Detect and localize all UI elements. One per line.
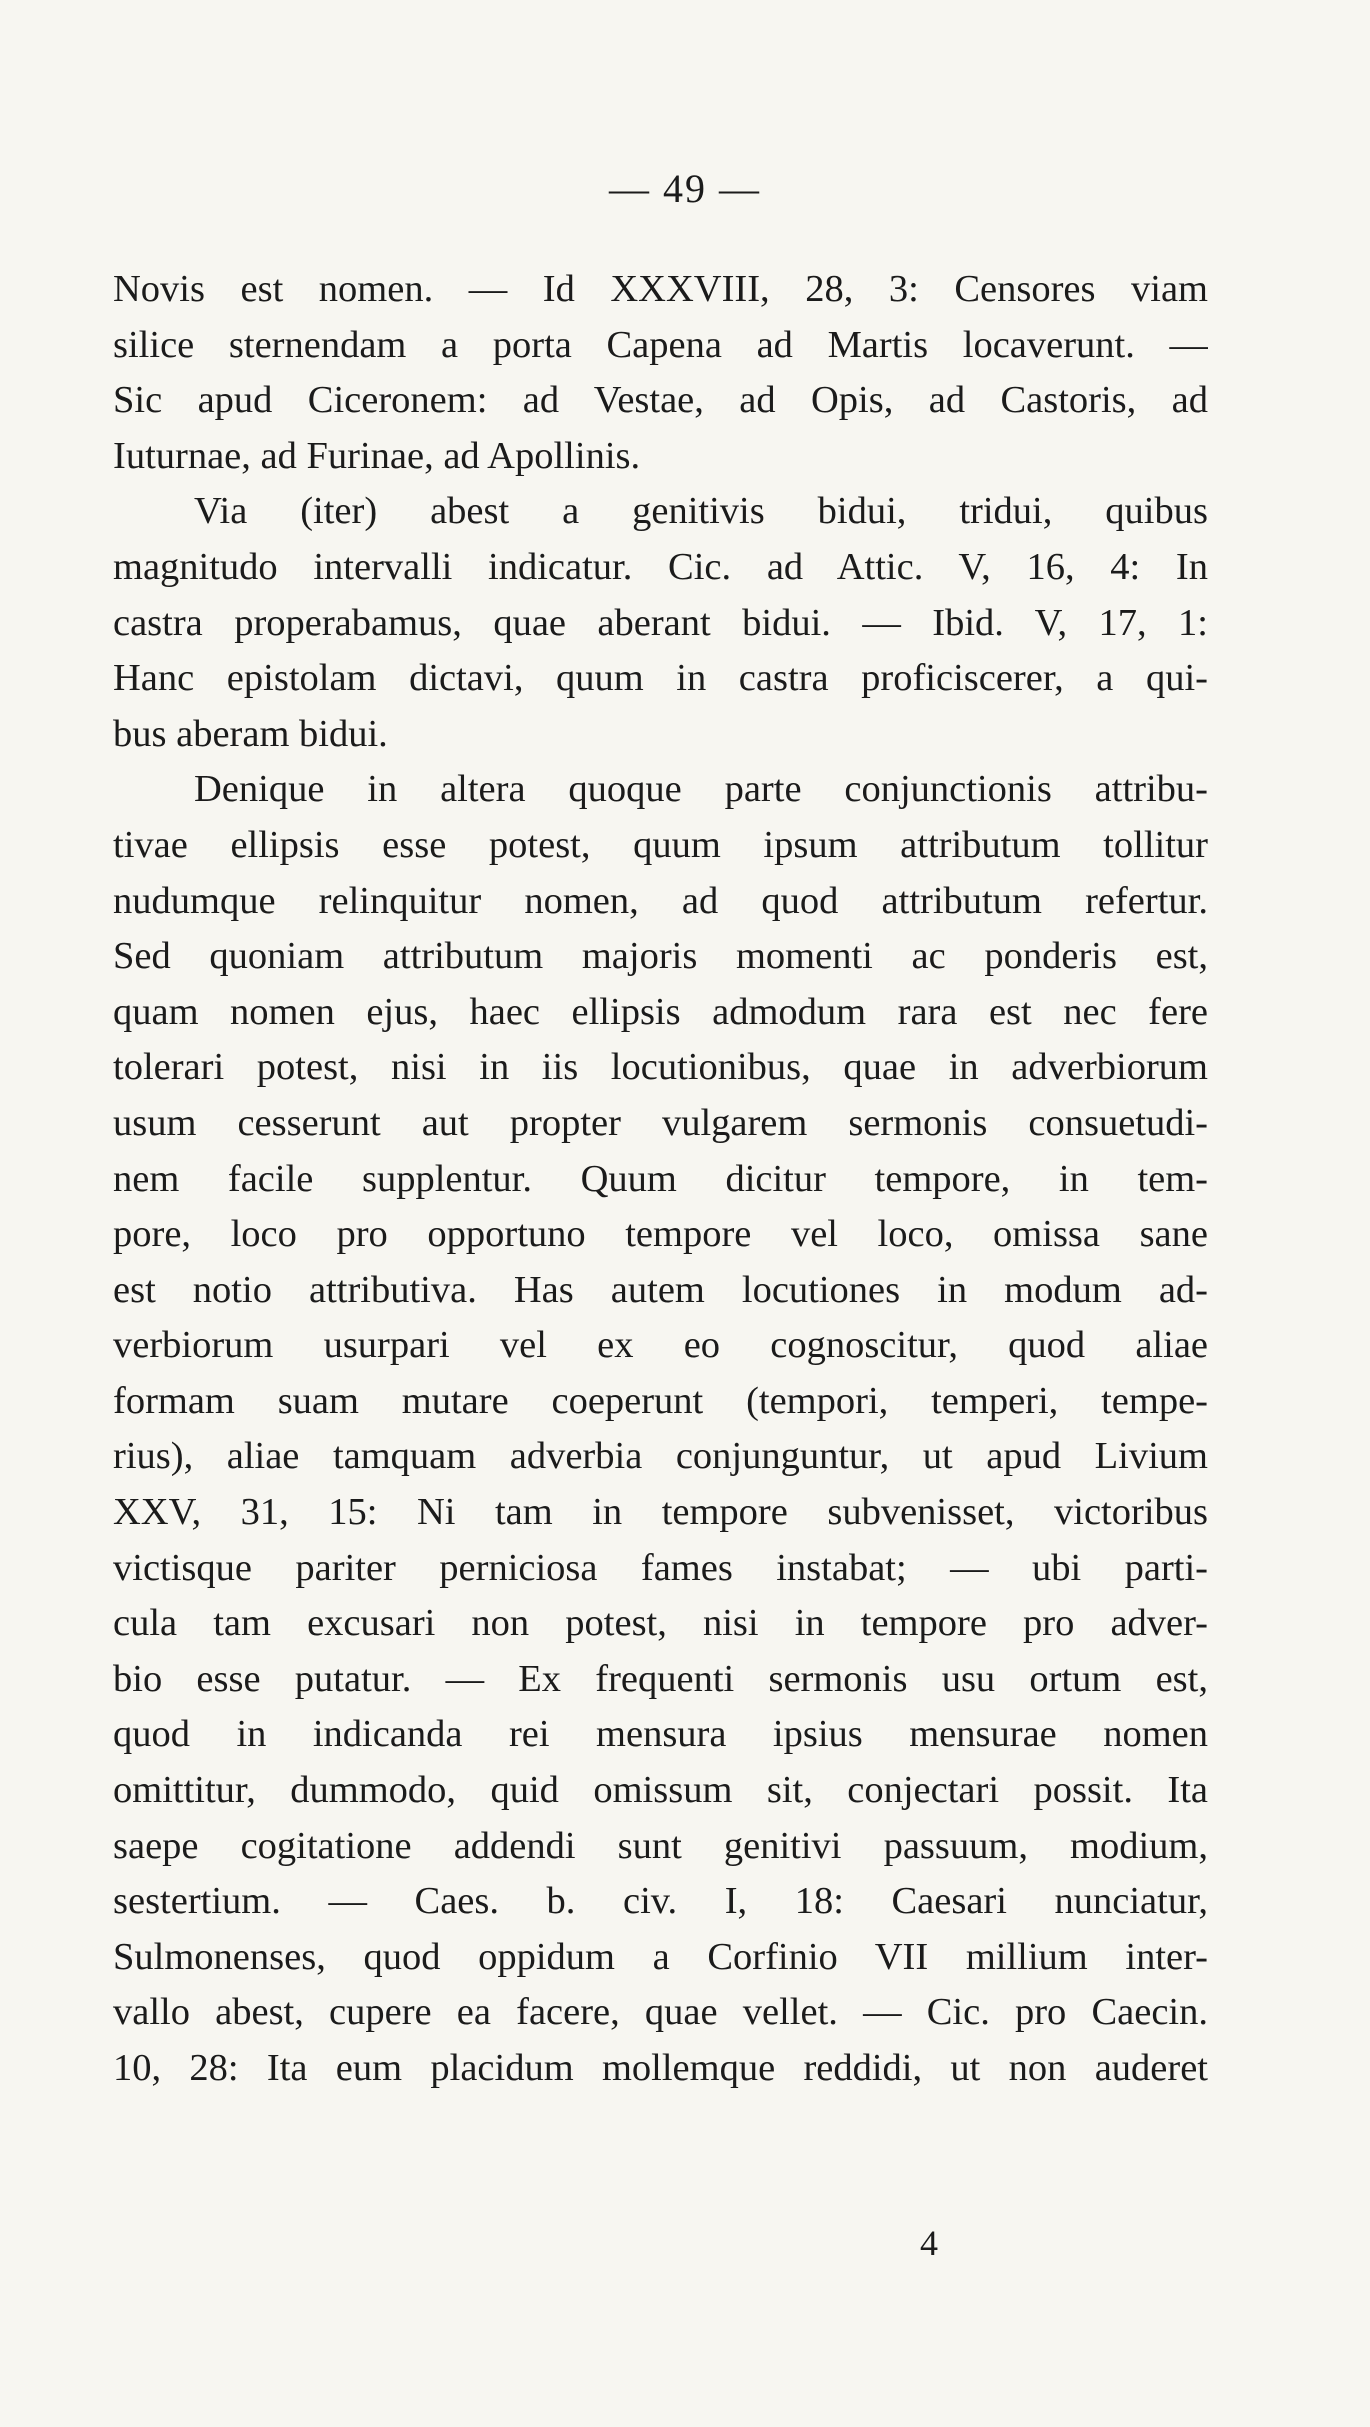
text-line: 10, 28: Ita eum placidum mollemque reddidi, ut non auderet xyxy=(113,2047,1208,2089)
text-line: nudumque relinquitur nomen, ad quod attributum refertur. xyxy=(113,879,1208,922)
text-line: castra properabamus, quae aberant bidui. — Ibid. V, 17, 1: xyxy=(113,601,1208,644)
text-line: pore, loco pro opportuno tempore vel loco, omissa sane xyxy=(113,1213,1208,1256)
text-line: cula tam excusari non potest, nisi in tempore pro adver- xyxy=(113,1602,1208,1645)
text-line: saepe cogitatione addendi sunt genitivi passuum, modium, xyxy=(113,1824,1208,1867)
text-line: tivae ellipsis esse potest, quum ipsum attributum tollitur xyxy=(113,823,1208,866)
text-line: tolerari potest, nisi in iis locutionibus, quae in adverbiorum xyxy=(113,1046,1208,1089)
text-line: XXV, 31, 15: Ni tam in tempore subvenisset, victoribus xyxy=(113,1491,1208,1534)
text-line: Sic apud Ciceronem: ad Vestae, ad Opis, ad Castoris, ad xyxy=(113,379,1208,422)
text-line: verbiorum usurpari vel ex eo cognoscitur, quod aliae xyxy=(113,1324,1208,1367)
text-line: silice sternendam a porta Capena ad Martis locaverunt. — xyxy=(113,323,1208,366)
text-line: Hanc epistolam dictavi, quum in castra proficiscerer, a qui- xyxy=(113,657,1208,700)
running-head-page-number: — 49 — xyxy=(609,166,761,211)
text-line: nem facile supplentur. Quum dicitur tempore, in tem- xyxy=(113,1157,1208,1200)
text-line: Novis est nomen. — Id XXXVIII, 28, 3: Censores viam xyxy=(113,268,1208,310)
body-text xyxy=(113,262,1208,2097)
text-line: usum cesserunt aut propter vulgarem sermonis consuetudi- xyxy=(113,1101,1208,1144)
text-line: Sed quoniam attributum majoris momenti ac ponderis est, xyxy=(113,935,1208,978)
text-line: est notio attributiva. Has autem locutiones in modum ad- xyxy=(113,1268,1208,1311)
text-line: quam nomen ejus, haec ellipsis admodum rara est nec fere xyxy=(113,990,1208,1033)
text-line: rius), aliae tamquam adverbia conjunguntur, ut apud Livium xyxy=(113,1435,1208,1478)
text-line: omittitur, dummodo, quid omissum sit, conjectari possit. Ita xyxy=(113,1769,1208,1812)
text-line: sestertium. — Caes. b. civ. I, 18: Caesari nunciatur, xyxy=(113,1880,1208,1923)
text-line: quod in indicanda rei mensura ipsius mensurae nomen xyxy=(113,1713,1208,1756)
signature-mark: 4 xyxy=(920,2223,938,2263)
text-line: victisque pariter perniciosa fames instabat; — ubi parti- xyxy=(113,1546,1208,1589)
text-line: formam suam mutare coeperunt (tempori, temperi, tempe- xyxy=(113,1379,1208,1422)
text-line: Denique in altera quoque parte conjunctionis attribu- xyxy=(194,768,1208,811)
text-line: bio esse putatur. — Ex frequenti sermonis usu ortum est, xyxy=(113,1657,1208,1700)
text-line: bus aberam bidui. xyxy=(113,712,388,755)
text-line: Iuturnae, ad Furinae, ad Apollinis. xyxy=(113,434,641,477)
text-line: Via (iter) abest a genitivis bidui, tridui, quibus xyxy=(194,490,1208,533)
text-line: Sulmonenses, quod oppidum a Corfinio VII millium inter- xyxy=(113,1935,1208,1978)
text-line: vallo abest, cupere ea facere, quae vellet. — Cic. pro Caecin. xyxy=(113,1991,1208,2034)
text-line: magnitudo intervalli indicatur. Cic. ad Attic. V, 16, 4: In xyxy=(113,545,1208,588)
